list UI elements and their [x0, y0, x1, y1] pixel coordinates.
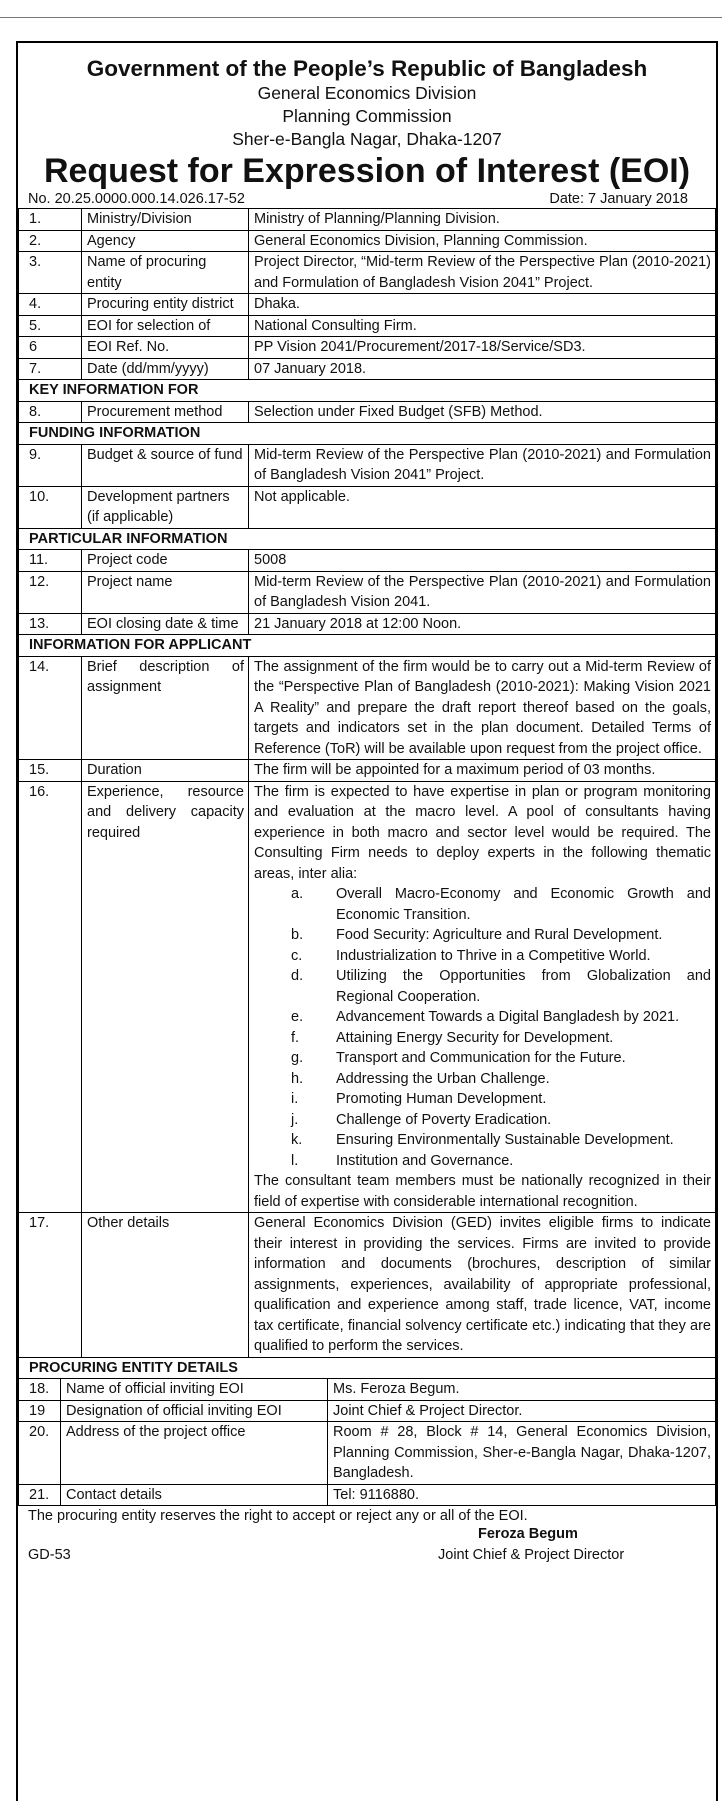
- table-row: [19, 401, 716, 423]
- row-label: Duration: [82, 760, 249, 782]
- row-value: Ms. Feroza Begum.: [328, 1379, 716, 1401]
- row-value: Mid-term Review of the Perspective Plan (2010-2021) and Formulation of Bangladesh Vision 2041” Project.: [249, 444, 716, 486]
- government-title: Government of the People’s Republic of Bangladesh: [86, 56, 648, 81]
- section-heading: INFORMATION FOR APPLICANT: [19, 635, 716, 657]
- row-number: 20.: [19, 1422, 61, 1485]
- table-row: [19, 294, 716, 316]
- row-number: 15.: [19, 760, 82, 782]
- list-item-letter: d.: [291, 968, 304, 984]
- row-number: 2.: [19, 230, 82, 252]
- page-title: Request for Expression of Interest (EOI): [43, 152, 691, 190]
- row-value: General Economics Division (GED) invites eligible firms to indicate their interest in providing the services. Firms are invited to provide information and documents (brochures, description of similar assignments, experiences, availability of appropriate professional, qualification and experience among staff, trade licence, VAT, income tax certificate, financial solvency certificate etc.) indicating that they are qualified to perform the services.: [249, 1213, 716, 1358]
- row-label: Procuring entity district: [82, 294, 249, 316]
- row-number: 18.: [19, 1379, 61, 1401]
- section-heading: PARTICULAR INFORMATION: [19, 528, 716, 550]
- list-item: [254, 1048, 711, 1069]
- list-item: [254, 1151, 711, 1172]
- table-row: [19, 1213, 716, 1358]
- experience-intro: The firm is expected to have expertise in plan or program monitoring and evaluation at the macro level. A pool of consultants having experience in both macro and sector level would be required. The Consulting Firm needs to deploy experts in the following thematic areas, inter alia:: [254, 783, 711, 882]
- reference-line: [18, 191, 716, 208]
- table-row: [19, 550, 716, 572]
- list-item: [254, 1069, 711, 1090]
- list-item-text: Transport and Communication for the Future.: [336, 1050, 626, 1066]
- office-address: Sher-e-Bangla Nagar, Dhaka-1207: [232, 129, 502, 149]
- division-name: General Economics Division: [257, 83, 477, 103]
- row-label: Development partners (if applicable): [82, 486, 249, 528]
- row-label: Project name: [82, 571, 249, 613]
- row-value: PP Vision 2041/Procurement/2017-18/Service/SD3.: [249, 337, 716, 359]
- row-number: 8.: [19, 401, 82, 423]
- list-item: [254, 1089, 711, 1110]
- row-label: Procurement method: [82, 401, 249, 423]
- list-item-letter: g.: [291, 1050, 304, 1066]
- table-row: [19, 613, 716, 635]
- row-number: 11.: [19, 550, 82, 572]
- list-item: [254, 884, 711, 925]
- list-item-letter: b.: [291, 927, 304, 943]
- row-label: Ministry/Division: [82, 209, 249, 231]
- row-label: Address of the project office: [61, 1422, 328, 1485]
- table-row: [19, 486, 716, 528]
- row-label: Budget & source of fund: [82, 444, 249, 486]
- list-item-letter: a.: [291, 886, 304, 902]
- table-row: [19, 337, 716, 359]
- experience-outro: The consultant team members must be nationally recognized in their field of expertise with considerable international recognition.: [254, 1173, 711, 1210]
- list-item-letter: c.: [291, 947, 303, 964]
- list-item-text: Overall Macro-Economy and Economic Growth and Economic Transition.: [336, 886, 711, 923]
- list-item-text: Ensuring Environmentally Sustainable Development.: [336, 1132, 674, 1148]
- section-heading: FUNDING INFORMATION: [19, 423, 716, 445]
- row-label: Project code: [82, 550, 249, 572]
- list-item-letter: e.: [291, 1009, 304, 1025]
- list-item: [254, 1110, 711, 1131]
- row-number: 1.: [19, 209, 82, 231]
- row-number: 17.: [19, 1213, 82, 1358]
- section-heading-row: [19, 635, 716, 657]
- list-item-letter: f.: [291, 1029, 300, 1046]
- list-item-letter: h.: [291, 1070, 304, 1087]
- section-heading: KEY INFORMATION FOR: [19, 380, 716, 402]
- row-value: [249, 781, 716, 1213]
- row-label: Brief description of assignment: [82, 656, 249, 760]
- table-row: [19, 444, 716, 486]
- row-value: Selection under Fixed Budget (SFB) Method.: [249, 401, 716, 423]
- row-value: The assignment of the firm would be to carry out a Mid-term Review of the “Perspective Plan of Bangladesh (2010-2021): Making Vision 2021 A Reality” and prepare the draft report thereof based on the goals, targets and indicators set in the plan document. Detailed Terms of Reference (ToR) will be available upon request from the project office.: [249, 656, 716, 760]
- table-row: [19, 1484, 716, 1506]
- row-number: 16.: [19, 781, 82, 1213]
- notice-date: Date: 7 January 2018: [549, 191, 688, 207]
- row-number: 12.: [19, 571, 82, 613]
- procuring-entity-table: [18, 1378, 716, 1506]
- divider: [0, 17, 722, 18]
- row-label: Name of procuring entity: [82, 252, 249, 294]
- row-value: 07 January 2018.: [249, 358, 716, 380]
- row-number: 10.: [19, 486, 82, 528]
- signer-name: Feroza Begum: [478, 1526, 578, 1542]
- table-row: [19, 1400, 716, 1422]
- row-label: Experience, resource and delivery capacity required: [82, 781, 249, 1213]
- row-value: Not applicable.: [249, 486, 716, 528]
- list-item-text: Institution and Governance.: [336, 1152, 514, 1169]
- list-item-letter: j.: [291, 1111, 299, 1128]
- row-value: Room # 28, Block # 14, General Economics Division, Planning Commission, Sher-e-Bangla Nagar, Dhaka-1207, Bangladesh.: [328, 1422, 716, 1485]
- row-label: EOI closing date & time: [82, 613, 249, 635]
- section-heading-row: [19, 1357, 716, 1379]
- section-heading: PROCURING ENTITY DETAILS: [19, 1357, 716, 1379]
- row-value: Project Director, “Mid-term Review of the Perspective Plan (2010-2021) and Formulation of Bangladesh Vision 2041” Project.: [249, 252, 716, 294]
- row-number: 3.: [19, 252, 82, 294]
- row-number: 9.: [19, 444, 82, 486]
- table-row: [19, 209, 716, 231]
- row-number: 6: [19, 337, 82, 359]
- list-item: [254, 1028, 711, 1049]
- table-row: [19, 571, 716, 613]
- list-item: [254, 1007, 711, 1028]
- thematic-areas-list: [254, 884, 711, 1171]
- row-label: EOI for selection of: [82, 315, 249, 337]
- row-label: Agency: [82, 230, 249, 252]
- row-label: EOI Ref. No.: [82, 337, 249, 359]
- row-number: 14.: [19, 656, 82, 760]
- list-item: [254, 966, 711, 1007]
- eoi-table: [18, 208, 716, 1379]
- list-item-text: Attaining Energy Security for Development.: [336, 1029, 614, 1046]
- table-row: [19, 656, 716, 760]
- reference-number: No. 20.25.0000.000.14.026.17-52: [28, 191, 245, 207]
- list-item: [254, 1130, 711, 1151]
- row-value: The firm will be appointed for a maximum period of 03 months.: [249, 760, 716, 782]
- list-item-text: Utilizing the Opportunities from Globalization and Regional Cooperation.: [336, 968, 711, 1005]
- list-item-text: Industrialization to Thrive in a Competitive World.: [336, 947, 651, 964]
- row-number: 4.: [19, 294, 82, 316]
- notice-code: GD-53: [28, 1547, 71, 1563]
- reservation-note: The procuring entity reserves the right to accept or reject any or all of the EOI.: [28, 1508, 528, 1524]
- row-value: National Consulting Firm.: [249, 315, 716, 337]
- notice-header: [18, 56, 716, 191]
- table-row: [19, 358, 716, 380]
- row-label: Date (dd/mm/yyyy): [82, 358, 249, 380]
- eoi-notice: [16, 41, 718, 1801]
- row-value: Mid-term Review of the Perspective Plan (2010-2021) and Formulation of Bangladesh Vision 2041.: [249, 571, 716, 613]
- signer-designation: Joint Chief & Project Director: [438, 1547, 625, 1563]
- list-item: [254, 946, 711, 967]
- signature-block: [18, 1526, 716, 1570]
- row-label: Name of official inviting EOI: [61, 1379, 328, 1401]
- list-item-text: Challenge of Poverty Eradication.: [336, 1111, 552, 1128]
- list-item-letter: i.: [291, 1091, 299, 1107]
- list-item-letter: k.: [291, 1132, 303, 1148]
- list-item-text: Advancement Towards a Digital Bangladesh by 2021.: [336, 1009, 680, 1025]
- section-heading-row: [19, 528, 716, 550]
- row-value: 21 January 2018 at 12:00 Noon.: [249, 613, 716, 635]
- row-label: Contact details: [61, 1484, 328, 1506]
- row-value: General Economics Division, Planning Commission.: [249, 230, 716, 252]
- table-row: [19, 760, 716, 782]
- row-value: Tel: 9116880.: [328, 1484, 716, 1506]
- list-item-text: Promoting Human Development.: [336, 1091, 547, 1107]
- row-value: 5008: [249, 550, 716, 572]
- row-label: Other details: [82, 1213, 249, 1358]
- list-item-text: Addressing the Urban Challenge.: [336, 1070, 550, 1087]
- previous-article-fragment: [0, 0, 722, 20]
- table-row: [19, 781, 716, 1213]
- row-label: Designation of official inviting EOI: [61, 1400, 328, 1422]
- row-number: 5.: [19, 315, 82, 337]
- row-value: Ministry of Planning/Planning Division.: [249, 209, 716, 231]
- table-row: [19, 252, 716, 294]
- row-number: 7.: [19, 358, 82, 380]
- row-number: 21.: [19, 1484, 61, 1506]
- list-item-text: Food Security: Agriculture and Rural Development.: [336, 927, 663, 943]
- section-heading-row: [19, 423, 716, 445]
- table-row: [19, 1422, 716, 1485]
- table-row: [19, 315, 716, 337]
- row-value: Joint Chief & Project Director.: [328, 1400, 716, 1422]
- row-number: 13.: [19, 613, 82, 635]
- row-number: 19: [19, 1400, 61, 1422]
- list-item-letter: l.: [291, 1152, 299, 1169]
- section-heading-row: [19, 380, 716, 402]
- commission-name: Planning Commission: [282, 106, 452, 126]
- list-item: [254, 925, 711, 946]
- table-row: [19, 1379, 716, 1401]
- table-row: [19, 230, 716, 252]
- row-value: Dhaka.: [249, 294, 716, 316]
